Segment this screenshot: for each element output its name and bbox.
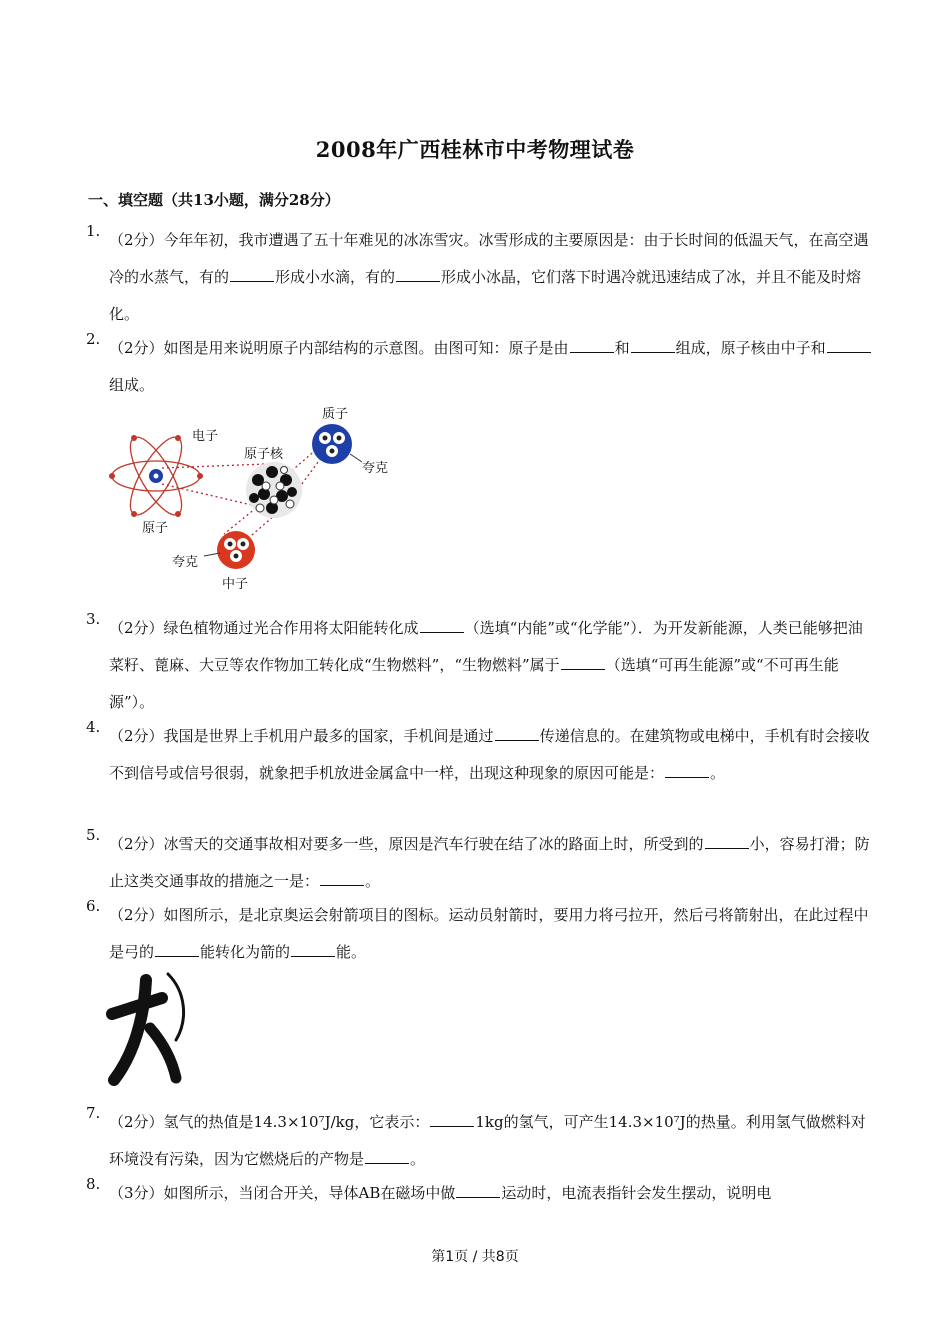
answer-blank[interactable] [430, 1111, 474, 1127]
question-text-part: 运动时，电流表指针会发生摆动，说明电 [501, 1184, 772, 1202]
question-text-part: 。 [410, 1150, 426, 1168]
question-8 [86, 1175, 876, 1212]
question-text-part: （选填“内能”或“化学能”）．为开发新能源，人类已能够把油菜籽、蓖麻、大豆等农作物加工转化成“生物燃料”，“生物燃料”属于 [109, 619, 863, 674]
question-text-part: 氢气的热值是14.3×10⁷J/kg，它表示： [163, 1113, 430, 1131]
answer-blank[interactable] [495, 725, 539, 741]
question-text-part: 我国是世界上手机用户最多的国家，手机间是通过 [163, 727, 494, 745]
question-text-part: 。 [710, 764, 726, 782]
question-text [109, 1104, 876, 1178]
question-text-part: 如图所示，当闭合开关，导体AB在磁场中做 [163, 1184, 456, 1202]
question-4 [86, 718, 876, 792]
question-text [109, 718, 876, 792]
proton-icon [312, 424, 352, 464]
answer-blank[interactable] [155, 941, 199, 957]
question-text-part: 小，容易打滑；防止这类交通事故的措施之一是： [109, 835, 870, 890]
question-text-part: 形成小水滴，有的 [275, 268, 396, 286]
question-points: （3分） [109, 1184, 164, 1202]
question-text-part: 组成。 [109, 376, 155, 394]
answer-blank[interactable] [561, 654, 605, 670]
page-footer: 第1页 / 共8页 [431, 1249, 519, 1265]
question-text-part: 能转化为箭的 [200, 943, 291, 961]
label-neutron: 中子 [222, 577, 249, 592]
question-text-part: 形成小冰晶，它们落下时遇冷就迅速结成了冰，并且不能及时熔化。 [109, 268, 862, 323]
question-text-part: （选填“可再生能源”或“不可再生能源”）。 [109, 656, 839, 711]
question-number: 5. [86, 826, 101, 844]
question-points: （2分） [109, 619, 164, 637]
question-text-part: 冰雪天的交通事故相对要多一些，原因是汽车行驶在结了冰的路面上时，所受到的 [163, 835, 704, 853]
section-heading: 一、填空题（共13小题，满分28分） [88, 191, 340, 209]
question-2 [86, 330, 876, 404]
answer-blank[interactable] [365, 1148, 409, 1164]
archery-pictogram-icon [106, 968, 196, 1086]
question-5 [86, 826, 876, 900]
answer-blank[interactable] [291, 941, 335, 957]
question-number: 4. [86, 718, 101, 736]
question-points: （2分） [109, 339, 164, 357]
question-text-part: 能。 [336, 943, 367, 961]
question-text-part: 。 [365, 872, 381, 890]
label-nucleus: 原子核 [244, 447, 284, 462]
question-points: （2分） [109, 906, 164, 924]
answer-blank[interactable] [456, 1182, 500, 1198]
question-number: 6. [86, 897, 101, 915]
question-3 [86, 610, 876, 721]
answer-blank[interactable] [827, 337, 871, 353]
neutron-icon [217, 531, 255, 569]
question-text-part: 如图是用来说明原子内部结构的示意图。由图可知：原子是由 [163, 339, 569, 357]
question-text [109, 1175, 876, 1212]
question-points: （2分） [109, 231, 164, 249]
question-points: （2分） [109, 727, 164, 745]
question-text [109, 897, 876, 971]
answer-blank[interactable] [705, 833, 749, 849]
question-text [109, 610, 876, 721]
page-title: 2008年广西桂林市中考物理试卷 [315, 137, 635, 162]
answer-blank[interactable] [230, 266, 274, 282]
nucleus-icon [246, 462, 302, 518]
answer-blank[interactable] [570, 337, 614, 353]
question-text-part: 组成，原子核由中子和 [675, 339, 826, 357]
question-number: 1. [86, 222, 101, 240]
question-text-part: 今年年初，我市遭遇了五十年难见的冰冻雪灾。冰雪形成的主要原因是：由于长时间的低温天气，在高空遇冷的水蒸气，有的 [109, 231, 869, 286]
label-quark-top: 夸克 [362, 461, 389, 476]
question-text-part: 传递信息的。在建筑物或电梯中，手机有时会接收不到信号或信号很弱，就象把手机放进金属盒中一样，出现这种现象的原因可能是： [109, 727, 870, 782]
question-number: 8. [86, 1175, 101, 1193]
label-quark-bottom: 夸克 [172, 555, 199, 570]
answer-blank[interactable] [320, 870, 364, 886]
answer-blank[interactable] [631, 337, 675, 353]
question-text-part: 1kg的氢气，可产生14.3×10⁷J的热量。利用氢气做燃料对环境没有污染，因为它燃烧后的产物是 [109, 1113, 866, 1168]
question-text-part: 如图所示，是北京奥运会射箭项目的图标。运动员射箭时，要用力将弓拉开，然后弓将箭射出，在此过程中是弓的 [109, 906, 869, 961]
question-points: （2分） [109, 1113, 164, 1131]
answer-blank[interactable] [665, 762, 709, 778]
label-electron: 电子 [192, 429, 219, 444]
label-atom: 原子 [142, 521, 169, 536]
question-number: 7. [86, 1104, 101, 1122]
question-7 [86, 1104, 876, 1178]
answer-blank[interactable] [396, 266, 440, 282]
question-1 [86, 222, 876, 333]
question-text [109, 330, 876, 404]
question-text [109, 826, 876, 900]
question-number: 3. [86, 610, 101, 628]
question-6 [86, 897, 876, 971]
question-text [109, 222, 876, 333]
answer-blank[interactable] [420, 617, 464, 633]
question-number: 2. [86, 330, 101, 348]
question-text-part: 绿色植物通过光合作用将太阳能转化成 [163, 619, 419, 637]
question-text-part: 和 [614, 339, 630, 357]
atom-structure-figure [106, 396, 406, 596]
label-proton: 质子 [322, 407, 349, 422]
question-points: （2分） [109, 835, 164, 853]
